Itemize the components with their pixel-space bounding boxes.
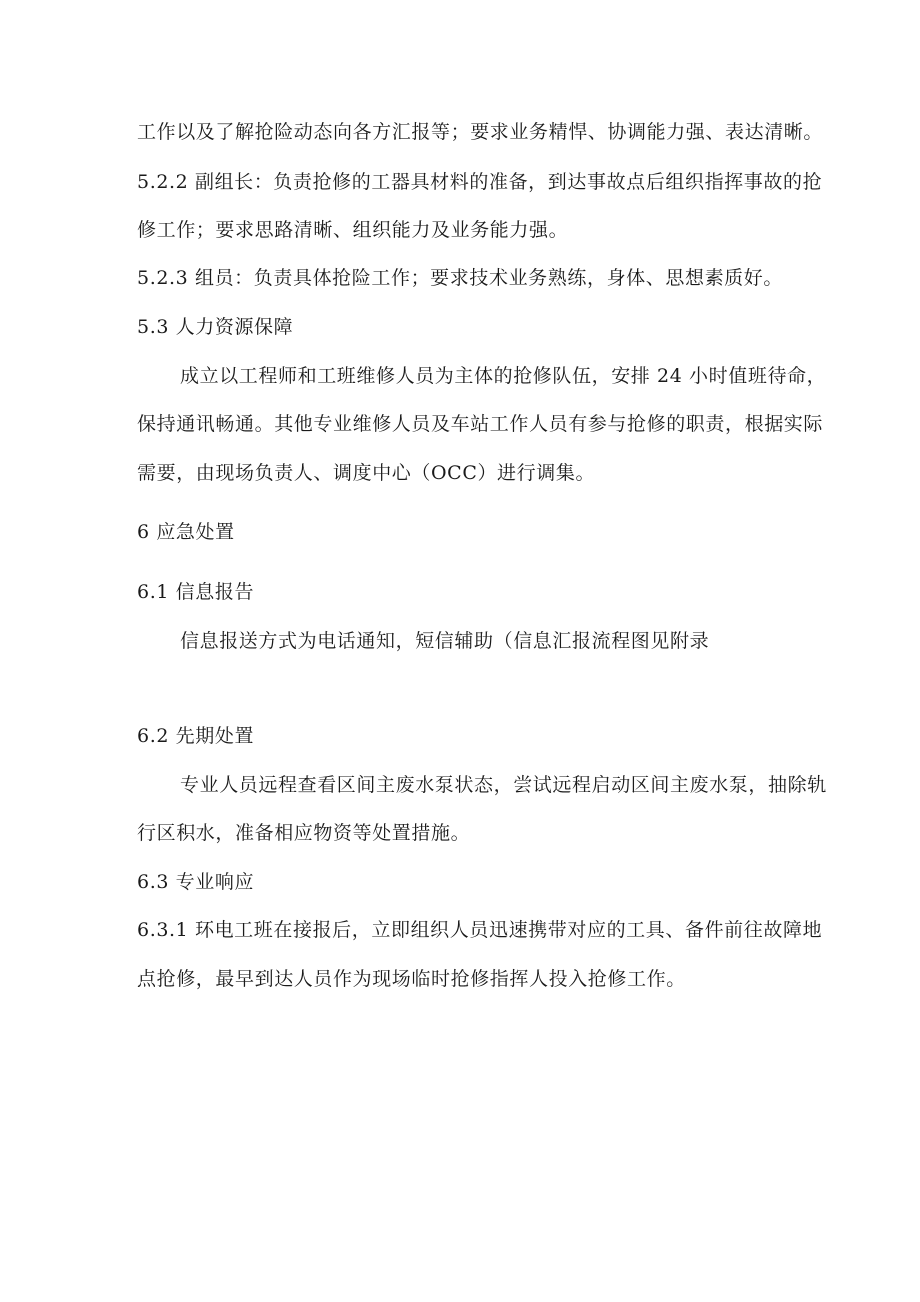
section-5-2-3-line: 5.2.3 组员：负责具体抢险工作；要求技术业务熟练，身体、思想素质好。 [137,267,783,289]
paragraph-line: 专业人员远程查看区间主废水泵状态，尝试远程启动区间主废水泵，抽除轨 [180,774,827,796]
section-heading-6-2: 6.2 先期处置 [137,725,255,747]
section-6-3-1-line: 6.3.1 环电工班在接报后，立即组织人员迅速携带对应的工具、备件前往故障地 [137,919,823,941]
section-heading-5-3: 5.3 人力资源保障 [137,316,294,338]
paragraph-line: 需要，由现场负责人、调度中心（OCC）进行调集。 [137,462,596,484]
section-heading-6-1: 6.1 信息报告 [137,581,255,603]
section-heading-6-3: 6.3 专业响应 [137,871,255,893]
paragraph-line: 行区积水，准备相应物资等处置措施。 [137,822,471,844]
paragraph-line: 成立以工程师和工班维修人员为主体的抢修队伍，安排 24 小时值班待命， [180,365,827,387]
paragraph-line: 保持通讯畅通。其他专业维修人员及车站工作人员有参与抢修的职责，根据实际 [137,413,824,435]
paragraph-line: 点抢修，最早到达人员作为现场临时抢修指挥人投入抢修工作。 [137,968,686,990]
paragraph-line: 信息报送方式为电话通知，短信辅助（信息汇报流程图见附录 [180,630,710,652]
section-5-2-2-line: 5.2.2 副组长：负责抢修的工器具材料的准备，到达事故点后组织指挥事故的抢 [137,171,823,193]
section-heading-6: 6 应急处置 [137,521,235,543]
paragraph-line: 工作以及了解抢险动态向各方汇报等；要求业务精悍、协调能力强、表达清晰。 [137,121,824,143]
paragraph-line: 修工作；要求思路清晰、组织能力及业务能力强。 [137,219,569,241]
